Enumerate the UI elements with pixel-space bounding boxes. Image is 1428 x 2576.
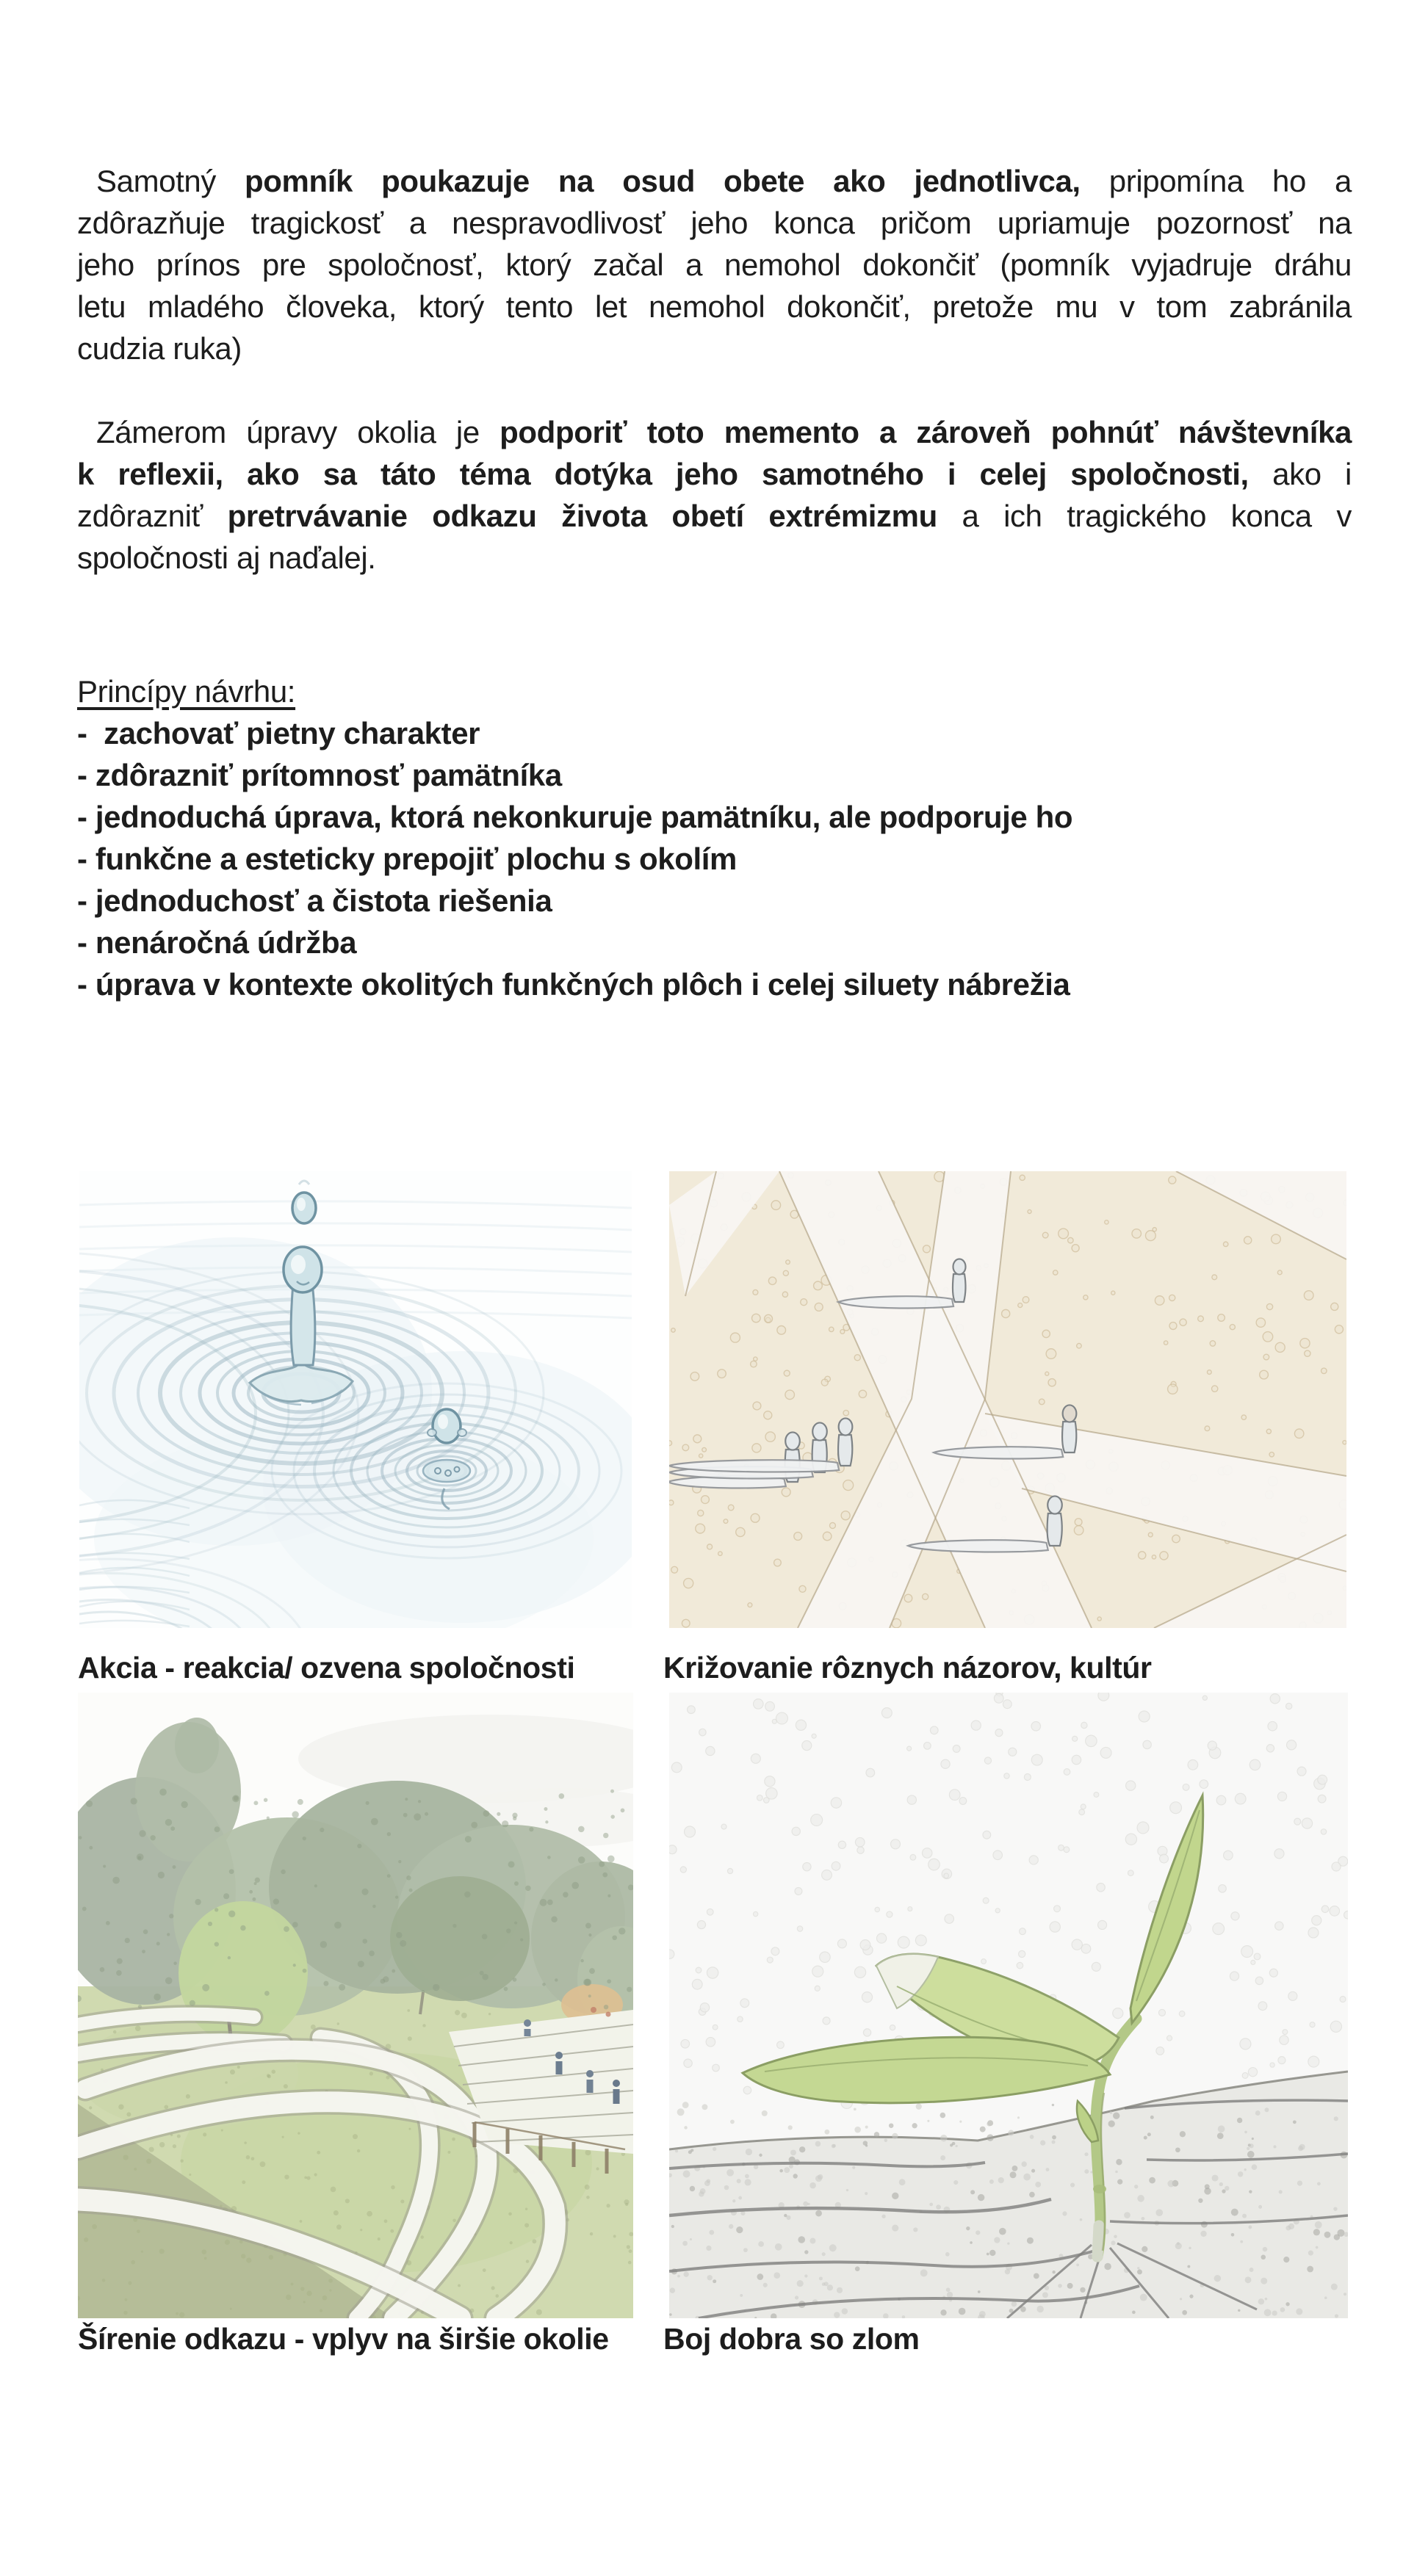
caption-krizovanie: Križovanie rôznych názorov, kultúr	[663, 1651, 1152, 1685]
principle-item: - jednoduchosť a čistota riešenia	[77, 883, 552, 918]
paragraph-line: zdôrazňuje tragickosť a nespravodlivosť jeho konca pričom upriamuje pozornosť na	[77, 206, 1352, 240]
caption-akcia-reakcia: Akcia - reakcia/ ozvena spoločnosti	[78, 1651, 575, 1685]
caption-boj-dobra: Boj dobra so zlom	[663, 2322, 920, 2356]
principle-item: - zachovať pietny charakter	[77, 716, 480, 750]
crossing-paths-drawing	[669, 1171, 1346, 1628]
figure-park-terraces-image	[78, 1693, 633, 2318]
water-ripples-drawing	[79, 1171, 632, 1628]
paragraph-intent	[77, 411, 1352, 579]
caption-sirenie-odkazu: Šírenie odkazu - vplyv na širšie okolie	[78, 2322, 609, 2356]
principle-item: - funkčne a esteticky prepojiť plochu s okolím	[77, 842, 737, 876]
principle-item: - nenáročná údržba	[77, 925, 357, 960]
paragraph-memorial	[77, 160, 1352, 369]
principles-list	[77, 712, 1407, 1005]
principles-heading	[77, 670, 295, 712]
figure-water-ripples-image	[79, 1171, 632, 1628]
paragraph-line: jeho prínos pre spoločnosť, ktorý začal a nemohol dokončiť (pomník vyjadruje dráhu	[77, 247, 1352, 282]
principle-item: - zdôrazniť prítomnosť pamätníka	[77, 758, 562, 792]
paragraph-line: letu mladého človeka, ktorý tento let nemohol dokončiť, pretože mu v tom zabránila	[77, 289, 1352, 324]
principle-item: - jednoduchá úprava, ktorá nekonkuruje pamätníku, ale podporuje ho	[77, 800, 1073, 834]
paragraph-line: cudzia ruka)	[77, 331, 242, 366]
paragraph-line: Zámerom úpravy okolia je podporiť toto memento a zároveň pohnúť návštevníka	[96, 415, 1352, 449]
figure-crossing-paths-image	[669, 1171, 1346, 1628]
paragraph-line: k reflexii, ako sa táto téma dotýka jeho samotného i celej spoločnosti, ako i	[77, 457, 1352, 491]
paragraph-line: spoločnosti aj naďalej.	[77, 540, 376, 575]
principle-item: - úprava v kontexte okolitých funkčných plôch i celej siluety nábrežia	[77, 967, 1070, 1002]
sprout-drawing	[669, 1693, 1348, 2318]
paragraph-line: Samotný pomník poukazuje na osud obete ako jednotlivca, pripomína ho a	[96, 164, 1352, 198]
paragraph-line: zdôrazniť pretrvávanie odkazu života obetí extrémizmu a ich tragického konca v	[77, 499, 1352, 533]
park-terraces-drawing	[78, 1693, 633, 2318]
figure-sprout-image	[669, 1693, 1348, 2318]
principles-heading-text: Princípy návrhu:	[77, 674, 296, 709]
